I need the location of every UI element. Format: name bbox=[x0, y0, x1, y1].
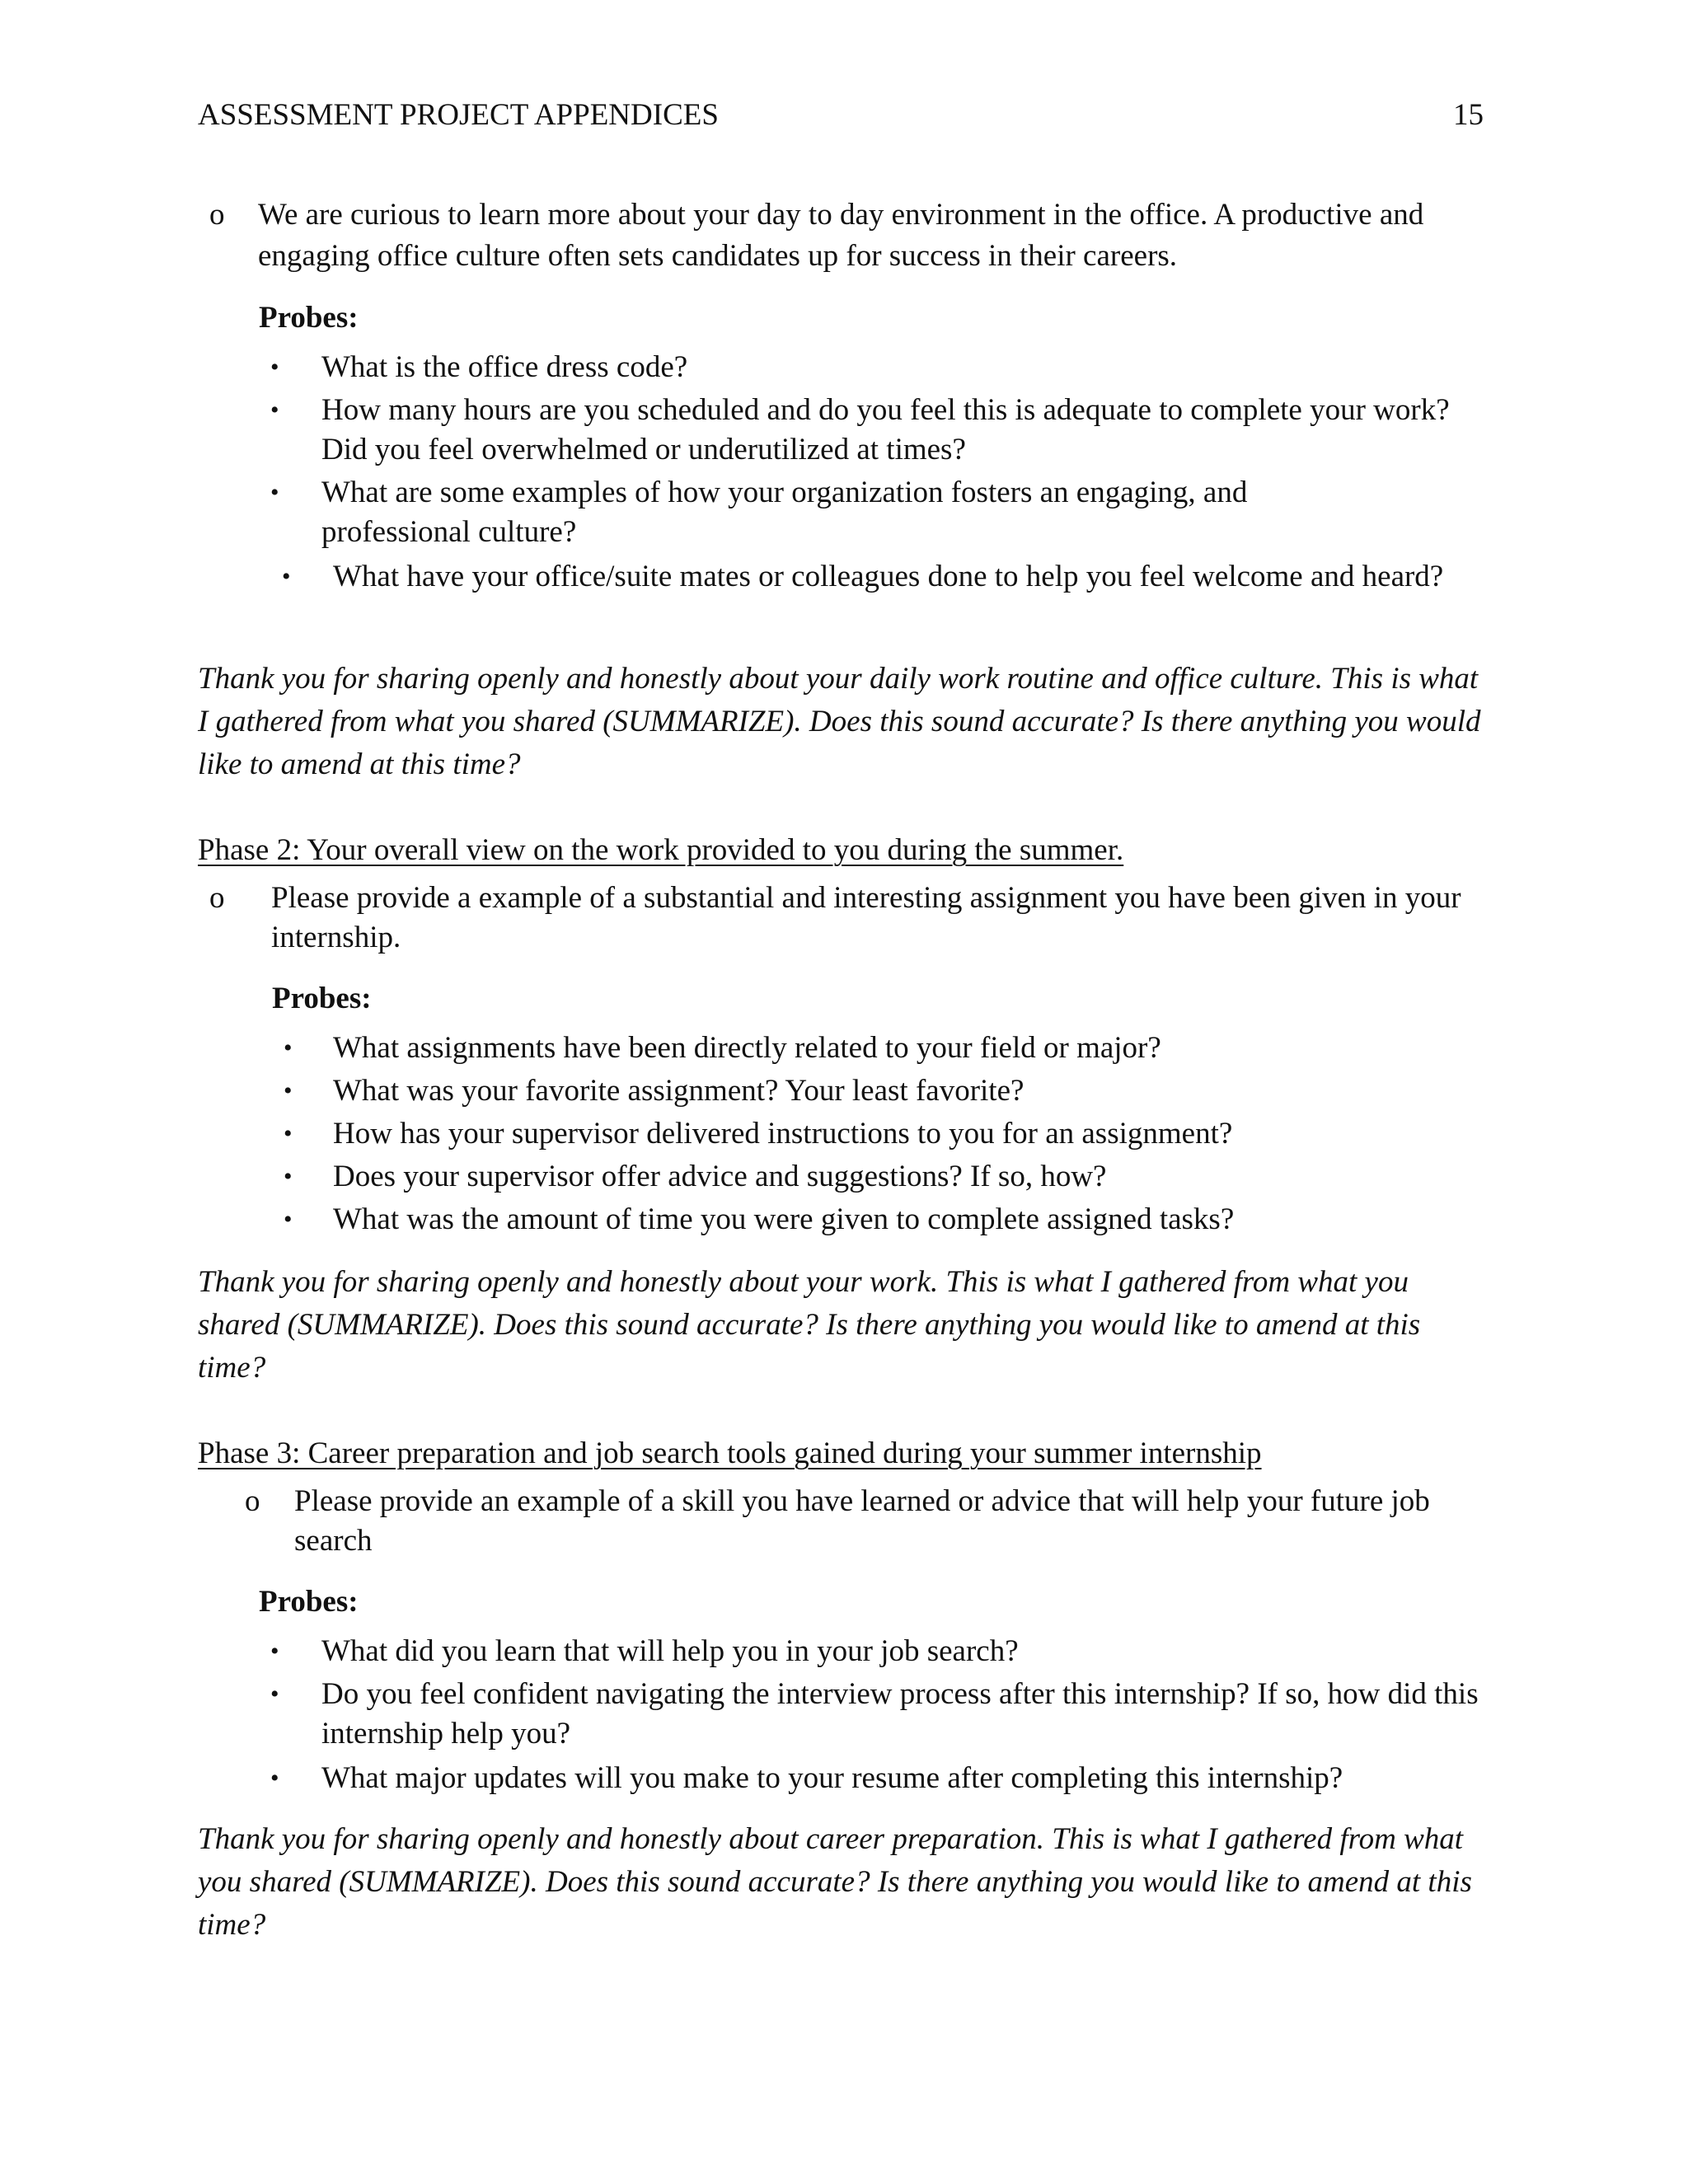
bullet-icon: • bbox=[282, 563, 291, 590]
bullet-icon: • bbox=[284, 1034, 293, 1062]
probe-text: What did you learn that will help you in your job search? bbox=[321, 1634, 1019, 1668]
section3-summary: Thank you for sharing openly and honestly about career preparation. This is what I gathered from what you shared (SUMMARIZE). Does this sound accurate? Is there anything you would like to amend at this time? bbox=[198, 1822, 1472, 1942]
phase2-heading: Phase 2: Your overall view on the work provided to you during the summer. bbox=[198, 833, 1124, 867]
question-text: We are curious to learn more about your day to day environment in the office. A productive and engaging office culture often sets candidates up for success in their careers. bbox=[258, 198, 1424, 273]
circle-bullet-icon: o bbox=[209, 881, 225, 915]
bullet-icon: • bbox=[284, 1206, 293, 1233]
bullet-icon: • bbox=[270, 396, 279, 424]
probes-label: Probes: bbox=[259, 1585, 359, 1619]
probe-text: What was your favorite assignment? Your least favorite? bbox=[333, 1074, 1025, 1108]
probe-text: Does your supervisor offer advice and suggestions? If so, how? bbox=[333, 1160, 1107, 1193]
bullet-icon: • bbox=[270, 1638, 279, 1665]
phase3-heading: Phase 3: Career preparation and job search tools gained during your summer internship bbox=[198, 1436, 1262, 1470]
page-number: 15 bbox=[1453, 98, 1484, 132]
bullet-icon: • bbox=[270, 354, 279, 381]
circle-bullet-icon: o bbox=[209, 198, 225, 232]
question-text: Please provide an example of a skill you have learned or advice that will help your future job search bbox=[294, 1484, 1430, 1558]
probes-label: Probes: bbox=[272, 982, 372, 1015]
bullet-icon: • bbox=[284, 1120, 293, 1147]
bullet-icon: • bbox=[270, 1680, 279, 1708]
section1-question bbox=[198, 194, 1492, 277]
running-header bbox=[198, 97, 1484, 138]
probe-text: What assignments have been directly related to your field or major? bbox=[333, 1031, 1161, 1065]
probe-text: What are some examples of how your organization fosters an engaging, and professional culture? bbox=[321, 476, 1248, 549]
probe-text: What have your office/suite mates or colleagues done to help you feel welcome and heard? bbox=[333, 560, 1444, 593]
probe-text: What major updates will you make to your resume after completing this internship? bbox=[321, 1761, 1343, 1795]
probe-text: How has your supervisor delivered instructions to you for an assignment? bbox=[333, 1117, 1233, 1151]
bullet-icon: • bbox=[284, 1077, 293, 1104]
probe-text: What was the amount of time you were given to complete assigned tasks? bbox=[333, 1202, 1235, 1236]
header-title: ASSESSMENT PROJECT APPENDICES bbox=[198, 98, 719, 132]
question-text: Please provide a example of a substantial and interesting assignment you have been given in your internship. bbox=[271, 881, 1461, 954]
bullet-icon: • bbox=[270, 1765, 279, 1792]
probe-text: What is the office dress code? bbox=[321, 350, 688, 384]
circle-bullet-icon: o bbox=[245, 1484, 260, 1518]
section1-summary: Thank you for sharing openly and honestly about your daily work routine and office culture. This is what I gathered from what you shared (SUMMARIZE). Does this sound accurate? Is there anything you would like to amend at this time? bbox=[198, 662, 1481, 781]
bullet-icon: • bbox=[284, 1163, 293, 1190]
probes-label: Probes: bbox=[259, 301, 359, 335]
probe-text: Do you feel confident navigating the interview process after this internship? If so, how did this internship help you? bbox=[321, 1677, 1479, 1750]
section3-question bbox=[198, 1482, 1492, 1564]
probe-text: How many hours are you scheduled and do you feel this is adequate to complete your work? Did you feel overwhelmed or underutilized at times? bbox=[321, 393, 1450, 466]
section2-summary: Thank you for sharing openly and honestly about your work. This is what I gathered from what you shared (SUMMARIZE). Does this sound accurate? Is there anything you would like to amend at this time? bbox=[198, 1265, 1421, 1385]
bullet-icon: • bbox=[270, 479, 279, 506]
section2-question bbox=[198, 879, 1492, 961]
